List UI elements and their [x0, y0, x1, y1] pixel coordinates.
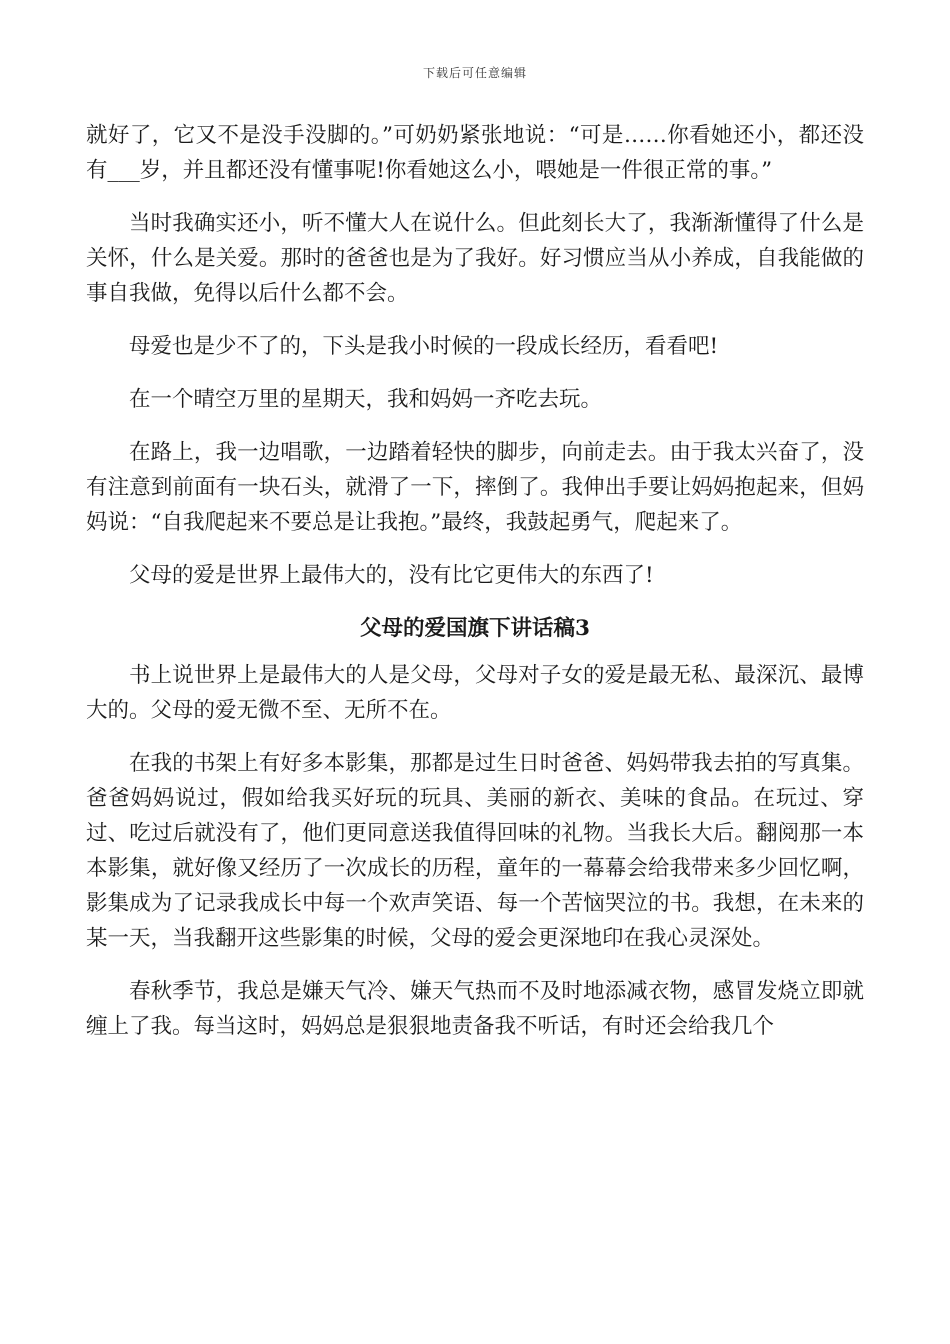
paragraph: 母爱也是少不了的，下头是我小时候的一段成长经历，看看吧!	[129, 334, 719, 359]
paragraph-continuation: 就好了，它又不是没手没脚的。”可奶奶紧张地说：“可是……你看她还小，都还没有___岁，并且都还没有懂事呢!你看她这么小，喂她是一件很正常的事。”	[86, 123, 864, 183]
paragraph: 春秋季节，我总是嫌天气冷、嫌天气热而不及时地添减衣物，感冒发烧立即就缠上了我。每当这时，妈妈总是狠狠地责备我不听话，有时还会给我几个	[86, 979, 864, 1039]
paragraph: 书上说世界上是最伟大的人是父母，父母对子女的爱是最无私、最深沉、最博大的。父母的爱无微不至、无所不在。	[86, 663, 864, 723]
page-header: 下载后可任意编辑	[422, 66, 527, 80]
section-title: 父母的爱国旗下讲话稿3	[360, 616, 590, 641]
paragraph: 在路上，我一边唱歌，一边踏着轻快的脚步，向前走去。由于我太兴奋了，没有注意到前面有一块石头，就滑了一下，摔倒了。我伸出手要让妈妈抱起来，但妈妈说：“自我爬起来不要总是让我抱。”最终，我鼓起勇气，爬起来了。	[86, 440, 864, 535]
document-body	[86, 118, 864, 1062]
paragraph: 在我的书架上有好多本影集，那都是过生日时爸爸、妈妈带我去拍的写真集。爸爸妈妈说过，假如给我买好玩的玩具、美丽的新衣、美味的食品。在玩过、穿过、吃过后就没有了，他们更同意送我值得回味的礼物。当我长大后。翻阅那一本本影集，就好像又经历了一次成长的历程，童年的一幕幕会给我带来多少回忆啊，影集成为了记录我成长中每一个欢声笑语、每一个苦恼哭泣的书。我想，在未来的某一天，当我翻开这些影集的时候，父母的爱会更深地印在我心灵深处。	[86, 751, 864, 951]
paragraph: 在一个晴空万里的星期天，我和妈妈一齐吃去玩。	[129, 387, 603, 412]
paragraph: 父母的爱是世界上最伟大的，没有比它更伟大的东西了!	[129, 563, 654, 588]
paragraph: 当时我确实还小，听不懂大人在说什么。但此刻长大了，我渐渐懂得了什么是关怀，什么是关爱。那时的爸爸也是为了我好。好习惯应当从小养成，自我能做的事自我做，免得以后什么都不会。	[86, 211, 864, 306]
